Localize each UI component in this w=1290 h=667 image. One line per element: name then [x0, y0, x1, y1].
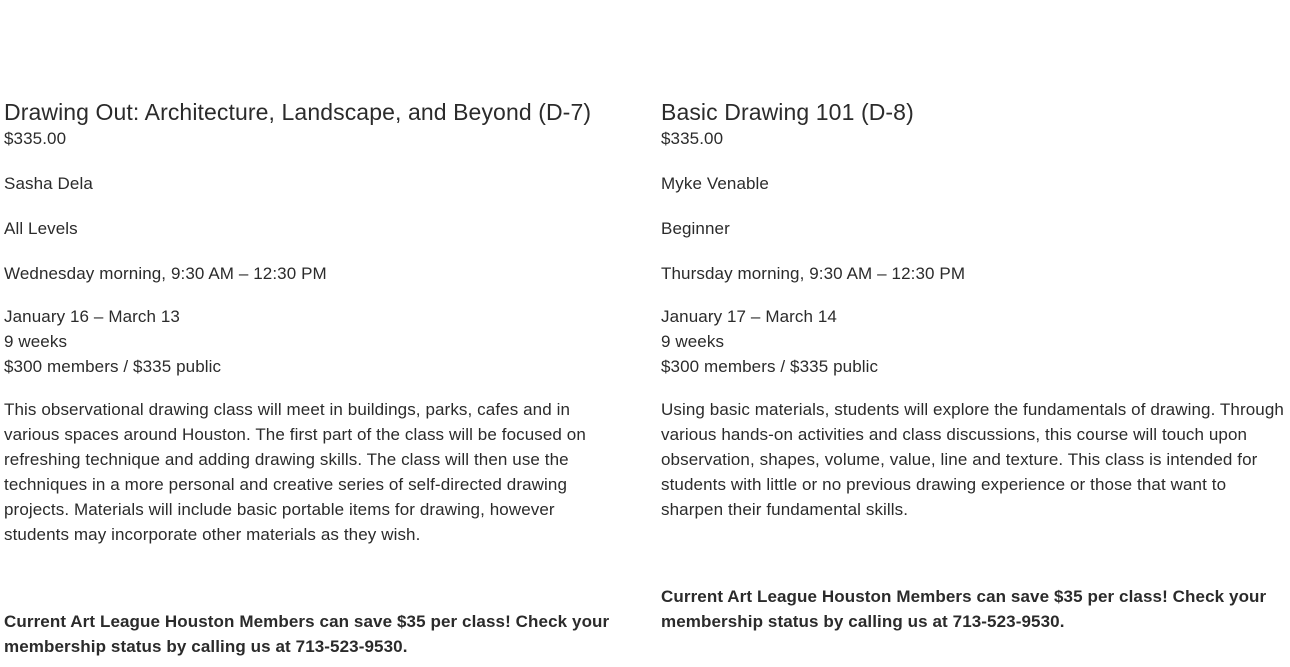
course-dates: January 17 – March 14 — [661, 307, 837, 326]
course-schedule: Thursday morning, 9:30 AM – 12:30 PM — [661, 264, 966, 283]
course-level: Beginner — [661, 219, 730, 238]
course-instructor: Myke Venable — [661, 174, 769, 193]
course-duration: 9 weeks — [4, 332, 68, 351]
course-instructor: Sasha Dela — [4, 174, 93, 193]
course-dates-block — [4, 304, 622, 379]
course-pricing: $300 members / $335 public — [4, 357, 222, 376]
course-description: This observational drawing class will meet in buildings, parks, cafes and in various spaces around Houston. The first part of the class will be focused on refreshing technique and adding drawing skills. The class will then use the techniques in a more personal and creative series of self-directed drawing projects. Materials will include basic portable items for drawing, however students may incorporate other materials as they wish. — [4, 400, 586, 544]
course-price: $335.00 — [661, 129, 724, 148]
course-title[interactable]: Drawing Out: Architecture, Landscape, and Beyond (D-7) — [4, 99, 592, 125]
member-promo: Current Art League Houston Members can save $35 per class! Check your membership status by calling us at 713-523-9530. — [4, 612, 610, 656]
course-title[interactable]: Basic Drawing 101 (D-8) — [661, 99, 914, 125]
course-level: All Levels — [4, 219, 78, 238]
course-card-d8 — [661, 98, 1285, 659]
course-dates: January 16 – March 13 — [4, 307, 180, 326]
course-list — [4, 98, 1286, 659]
course-dates-block — [661, 304, 1285, 379]
course-duration: 9 weeks — [661, 332, 725, 351]
course-price: $335.00 — [4, 129, 67, 148]
course-description: Using basic materials, students will explore the fundamentals of drawing. Through various hands-on activities and class discussions, this course will touch upon observation, shapes, volume, value, line and texture. This class is intended for students with little or no previous drawing experience or those that want to sharpen their fundamental skills. — [661, 400, 1284, 519]
course-pricing: $300 members / $335 public — [661, 357, 879, 376]
course-schedule: Wednesday morning, 9:30 AM – 12:30 PM — [4, 264, 327, 283]
member-promo: Current Art League Houston Members can save $35 per class! Check your membership status by calling us at 713-523-9530. — [661, 587, 1267, 631]
course-card-d7 — [4, 98, 622, 659]
